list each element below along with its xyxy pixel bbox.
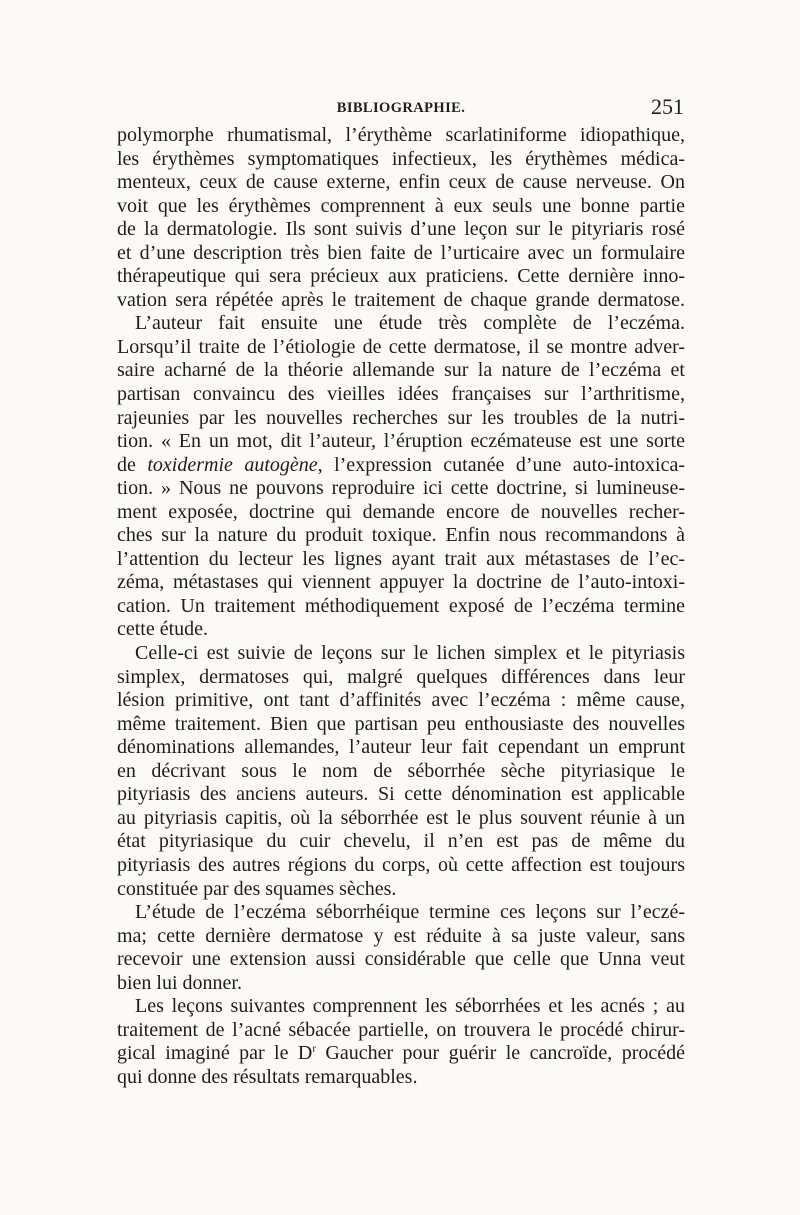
text-fragment: gical imaginé par le D	[117, 1042, 313, 1065]
text-line: thérapeutique qui sera précieux aux praticiens. Cette dernière inno-	[117, 265, 685, 288]
text-line: même traitement. Bien que partisan peu enthousiaste des nouvelles	[117, 712, 685, 735]
text-line: tion. » Nous ne pouvons reproduire ici cette doctrine, si lumineuse-	[117, 477, 685, 500]
paragraph	[117, 642, 685, 901]
paragraph	[117, 312, 685, 642]
paragraph	[117, 124, 685, 312]
text-line: rajeunies par les nouvelles recherches sur les troubles de la nutri-	[117, 406, 685, 429]
text-line: état pityriasique du cuir chevelu, il n’en est pas de même du	[117, 830, 685, 853]
text-line: constituée par des squames sèches.	[117, 877, 397, 900]
running-title: BIBLIOGRAPHIE.	[336, 100, 466, 116]
text-line: et d’une description très bien faite de l’urticaire avec un formulaire	[117, 241, 685, 264]
text-line: cette étude.	[117, 618, 209, 641]
text-line-superscript	[117, 1042, 685, 1066]
text-line: saire acharné de la théorie allemande sur la nature de l’eczéma et	[117, 359, 685, 382]
text-line: lésion primitive, ont tant d’affinités avec l’eczéma : même cause,	[117, 689, 685, 712]
text-line: dénominations allemandes, l’auteur leur fait cependant un emprunt	[117, 736, 685, 759]
text-fragment: , l’expression cutanée d’une auto-intoxica-	[317, 453, 685, 476]
text-line: les érythèmes symptomatiques infectieux, les érythèmes médica-	[117, 147, 685, 170]
text-line: ma; cette dernière dermatose y est réduite à sa juste valeur, sans	[117, 924, 685, 947]
text-line: partisan convaincu des vieilles idées françaises sur l’arthritisme,	[117, 383, 685, 406]
text-line: recevoir une extension aussi considérable que celle que Unna veut	[117, 948, 685, 971]
text-line: cation. Un traitement méthodiquement exposé de l’eczéma termine	[117, 594, 685, 617]
italic-term: toxidermie autogène	[147, 453, 318, 476]
text-line: zéma, métastases qui viennent appuyer la doctrine de l’auto-intoxi-	[117, 571, 685, 594]
text-line: menteux, ceux de cause externe, enfin ceux de cause nerveuse. On	[117, 171, 685, 194]
text-line: pityriasis des anciens auteurs. Si cette dénomination est applicable	[117, 783, 685, 806]
page-number: 251	[651, 94, 684, 119]
text-line: ment exposée, doctrine qui demande encore de nouvelles recher-	[117, 500, 685, 523]
text-line: vation sera répétée après le traitement de chaque grande dermatose.	[117, 288, 685, 311]
text-line-italic	[117, 454, 685, 478]
superscript: r	[312, 1042, 316, 1055]
text-line: traitement de l’acné sébacée partielle, on trouvera le procédé chirur-	[117, 1018, 685, 1041]
text-line: L’étude de l’eczéma séborrhéique termine ces leçons sur l’eczé-	[135, 901, 685, 924]
text-line: pityriasis des autres régions du corps, où cette affection est toujours	[117, 853, 685, 876]
text-line: tion. « En un mot, dit l’auteur, l’éruption eczémateuse est une sorte	[117, 430, 685, 453]
text-line: Les leçons suivantes comprennent les séborrhées et les acnés ; au	[135, 995, 685, 1018]
text-line: Celle-ci est suivie de leçons sur le lichen simplex et le pityriasis	[135, 642, 685, 665]
text-line: simplex, dermatoses qui, malgré quelques différences dans leur	[117, 665, 685, 688]
text-line: Lorsqu’il traite de l’étiologie de cette dermatose, il se montre adver-	[117, 335, 685, 358]
text-line: de la dermatologie. Ils sont suivis d’une leçon sur le pityriaris rosé	[117, 218, 685, 241]
text-line: l’attention du lecteur les lignes ayant trait aux métastases de l’ec-	[117, 547, 685, 570]
text-line: voit que les érythèmes comprennent à eux seuls une bonne partie	[117, 194, 685, 217]
text-line: L’auteur fait ensuite une étude très complète de l’eczéma.	[135, 312, 685, 335]
text-line: au pityriasis capitis, où la séborrhée est le plus souvent réunie à un	[117, 806, 685, 829]
text-fragment: Gaucher pour guérir le cancroïde, procédé	[315, 1042, 685, 1065]
paragraph	[117, 901, 685, 995]
text-line: ches sur la nature du produit toxique. Enfin nous recommandons à	[117, 524, 685, 547]
text-line: bien lui donner.	[117, 971, 242, 994]
page-header	[118, 94, 684, 122]
body-text	[117, 124, 685, 1089]
text-fragment: de	[117, 453, 148, 476]
text-line: qui donne des résultats remarquables.	[117, 1065, 418, 1088]
paragraph	[117, 995, 685, 1089]
text-line: polymorphe rhumatismal, l’érythème scarlatiniforme idiopathique,	[117, 124, 685, 146]
text-line: en décrivant sous le nom de séborrhée sèche pityriasique le	[117, 759, 685, 782]
